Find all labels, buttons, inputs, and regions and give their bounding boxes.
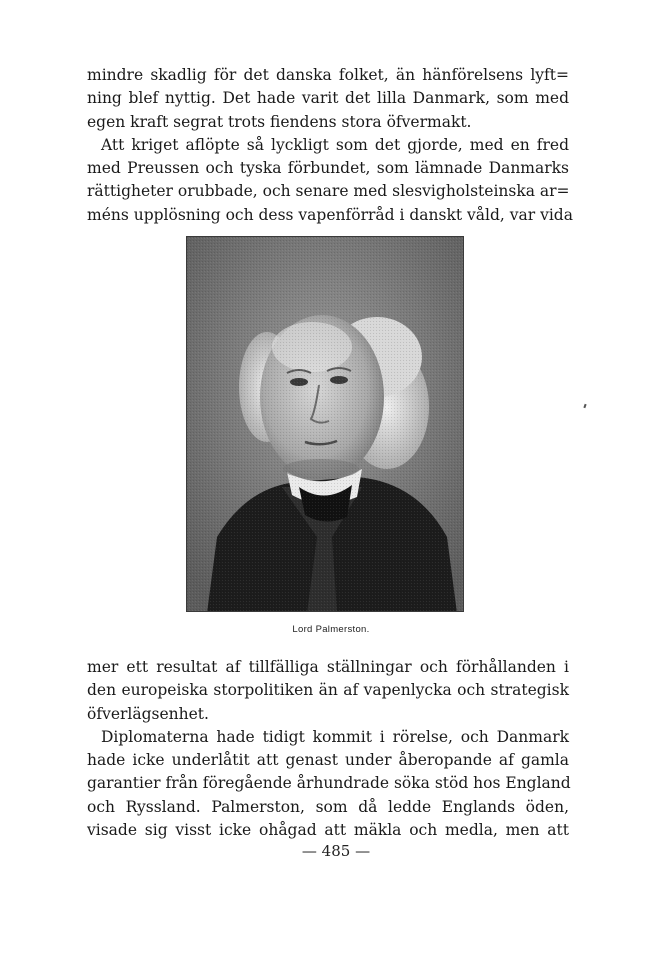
text-line: garantier från föregående århundrade söka stöd hos England bbox=[87, 774, 571, 793]
figure-caption: Lord Palmerston. bbox=[292, 624, 370, 635]
text-line: hade icke underlåtit att genast under åberopande af gamla bbox=[87, 751, 569, 770]
text-line: mer ett resultat af tillfälliga ställningar och förhållanden i bbox=[87, 658, 569, 676]
body-text-bottom bbox=[87, 656, 569, 842]
page-number: — 485 — bbox=[301, 842, 371, 860]
portrait-illustration bbox=[186, 236, 464, 612]
text-line: méns upplösning och dess vapenförråd i danskt våld, var vida bbox=[87, 205, 573, 224]
text-line: Diplomaterna hade tidigt kommit i rörelse, och Danmark bbox=[101, 727, 569, 746]
text-line: den europeiska storpolitiken än af vapenlycka och strategisk bbox=[87, 681, 569, 700]
text-line: öfverlägsenhet. bbox=[87, 704, 209, 723]
text-line: mindre skadlig för det danska folket, än hänförelsens lyft= bbox=[87, 66, 569, 84]
text-line: med Preussen och tyska förbundet, som lämnade Danmarks bbox=[87, 159, 569, 178]
text-line: rättigheter orubbade, och senare med slesvigholsteinska ar= bbox=[87, 182, 570, 201]
body-text-top bbox=[87, 64, 573, 227]
text-line: ning blef nyttig. Det hade varit det lilla Danmark, som med bbox=[87, 89, 569, 108]
margin-mark bbox=[583, 404, 586, 408]
text-line: Att kriget aflöpte så lyckligt som det gjorde, med en fred bbox=[101, 135, 569, 154]
text-line: egen kraft segrat trots fiendens stora öfvermakt. bbox=[87, 112, 472, 131]
text-line: visade sig visst icke ohågad att mäkla och medla, men att bbox=[87, 821, 569, 840]
portrait-image bbox=[187, 237, 464, 612]
text-line: och Ryssland. Palmerston, som då ledde Englands öden, bbox=[87, 797, 569, 816]
